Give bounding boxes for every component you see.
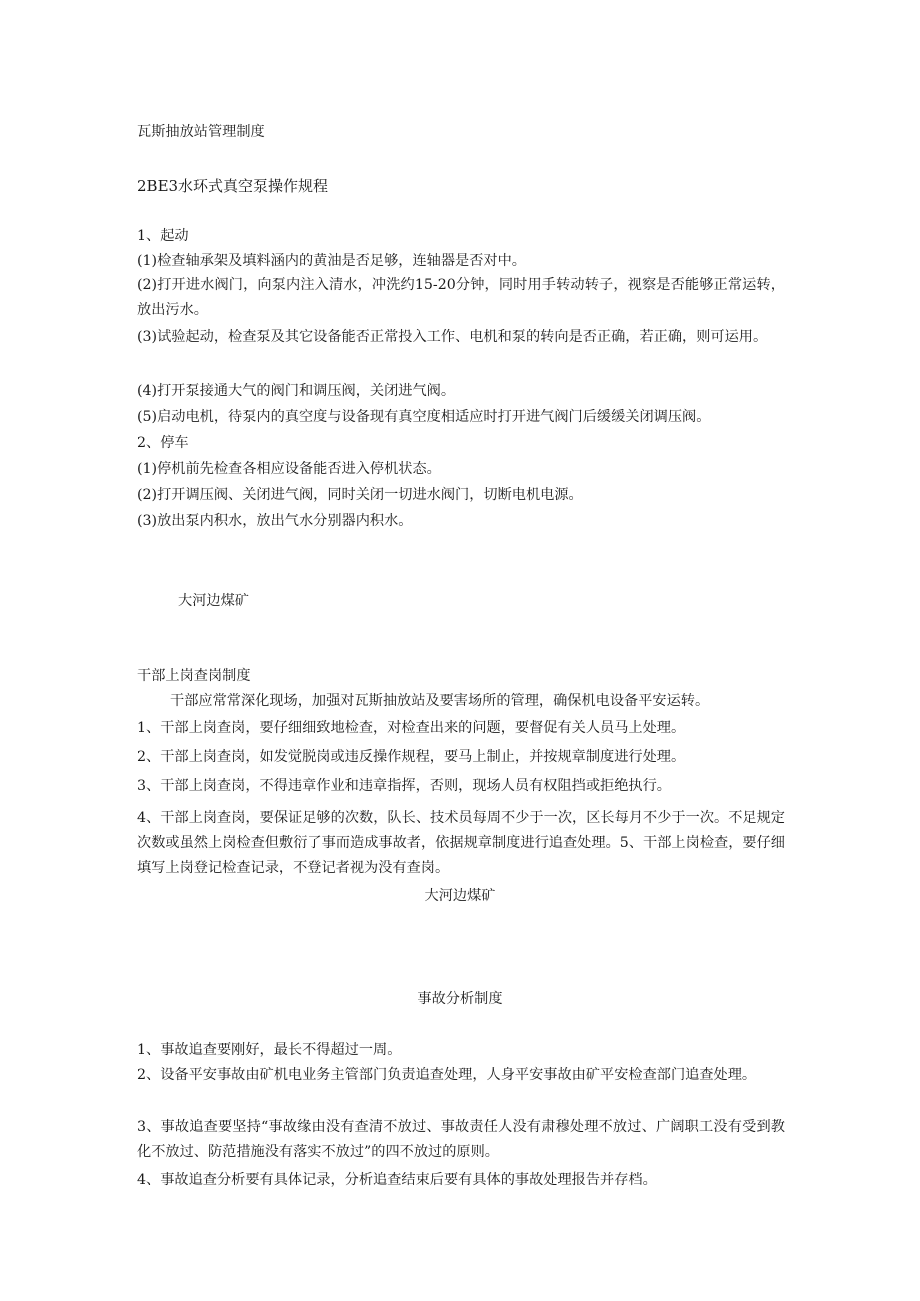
doc2-item3: 3、干部上岗查岗，不得违章作业和违章指挥，否则，现场人员有权阻挡或拒绝执行。 bbox=[137, 778, 671, 794]
doc1-section1-item1: (1)检查轴承架及填料涵内的黄油是否足够，连轴器是否对中。 bbox=[137, 253, 526, 269]
doc1-section2-heading: 2、停车 bbox=[137, 435, 189, 451]
doc1-section1-item3: (3)试验起动，检查泵及其它设备能否正常投入工作、电机和泵的转向是否正确，若正确，则可运用。 bbox=[137, 329, 768, 345]
doc2-item4: 4、干部上岗查岗，要保证足够的次数，队长、技术员每周不少于一次，区长每月不少于一次。不足规定次数或虽然上岗检查但敷衍了事而造成事故者，依据规章制度进行追查处理。5、干部上岗检查，要仔细填写上岗登记检查记录，不登记者视为没有查岗。 bbox=[137, 810, 785, 876]
doc1-signature: 大河边煤矿 bbox=[178, 593, 249, 609]
doc1-title: 瓦斯抽放站管理制度 bbox=[137, 124, 265, 140]
doc2-title: 干部上岗查岗制度 bbox=[137, 668, 251, 684]
doc1-section1-item4: (4)打开泵接通大气的阀门和调压阀，关闭进气阀。 bbox=[137, 383, 456, 399]
doc1-section2-item2: (2)打开调压阀、关闭进气阀，同时关闭一切进水阀门，切断电机电源。 bbox=[137, 487, 583, 503]
doc1-section1-item5: (5)启动电机，待泵内的真空度与设备现有真空度相适应时打开进气阀门后缓缓关闭调压阀。 bbox=[137, 409, 711, 425]
doc3-item2: 2、设备平安事故由矿机电业务主管部门负责追查处理，人身平安事故由矿平安检查部门追查处理。 bbox=[137, 1067, 757, 1083]
doc3-item3: 3、事故追查要坚持“事故缘由没有查清不放过、事故责任人没有肃穆处理不放过、广阔职工没有受到教化不放过、防范措施没有落实不放过”的四不放过的原则。 bbox=[137, 1119, 785, 1160]
doc1-section1-heading: 1、起动 bbox=[137, 228, 189, 244]
doc3-item1: 1、事故追查要刚好，最长不得超过一周。 bbox=[137, 1042, 402, 1058]
doc1-section2-item1: (1)停机前先检查各相应设备能否进入停机状态。 bbox=[137, 461, 441, 477]
doc3-title: 事故分析制度 bbox=[417, 991, 503, 1007]
doc2-item1: 1、干部上岗查岗，要仔细细致地检查，对检查出来的问题，要督促有关人员马上处理。 bbox=[137, 720, 686, 736]
doc3-item4: 4、事故追查分析要有具体记录，分析追查结束后要有具体的事故处理报告并存档。 bbox=[137, 1172, 657, 1188]
doc2-intro: 干部应常常深化现场，加强对瓦斯抽放站及要害场所的管理，确保机电设备平安运转。 bbox=[170, 693, 710, 709]
doc2-signature: 大河边煤矿 bbox=[424, 888, 496, 904]
doc1-subtitle: 2BE3水环式真空泵操作规程 bbox=[137, 177, 329, 195]
doc2-item2: 2、干部上岗查岗，如发觉脱岗或违反操作规程，要马上制止，并按规章制度进行处理。 bbox=[137, 749, 686, 765]
doc1-section1-item2: (2)打开进水阀门，向泵内注入清水，冲洗约15-20分钟，同时用手转动转子，视察是否能够正常运转，放出污水。 bbox=[137, 277, 785, 318]
doc1-section2-item3: (3)放出泵内积水，放出气水分别器内积水。 bbox=[137, 513, 413, 529]
